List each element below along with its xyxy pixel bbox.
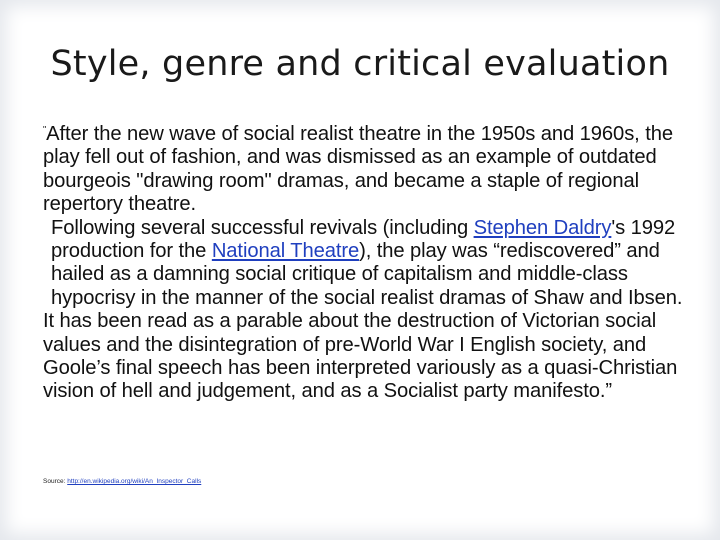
slide-body [43,123,683,404]
paragraph-1 [43,123,683,217]
paragraph-1-text: After the new wave of social realist theatre in the 1950s and 1960s, the play fell out of fashion, and was dismissed as an example of outdated bourgeois "drawing room" dramas, and became a staple of regional repertory theatre. [43,123,673,216]
open-quote: " [43,124,47,135]
link-national-theatre[interactable]: National Theatre [211,240,360,263]
slide-title: Style, genre and critical evaluation [50,44,670,84]
paragraph-2-text-c: ), the play was “rediscovered” and hailed as a damning social critique of capitalism and middle-class hypocrisy in the manner of the social realist dramas of Shaw and Ibsen. [51,240,683,309]
paragraph-2 [43,217,683,311]
paragraph-3 [43,310,683,404]
source-label: Source: [43,478,68,485]
paragraph-2-text-a: Following several successful revivals (including [51,216,474,239]
paragraph-2-text-b: 's 1992 production for the [51,216,676,263]
source-link[interactable]: http://en.wikipedia.org/wiki/An_Inspector_Calls [67,478,202,485]
paragraph-3-text: It has been read as a parable about the destruction of Victorian social values and the disintegration of pre-World War I English society, and Goole’s final speech has been interpreted variously as a quasi-Christian vision of hell and judgement, and as a Socialist party manifesto.” [43,310,678,403]
source-citation [43,478,201,485]
link-stephen-daldry[interactable]: Stephen Daldry [473,216,612,239]
